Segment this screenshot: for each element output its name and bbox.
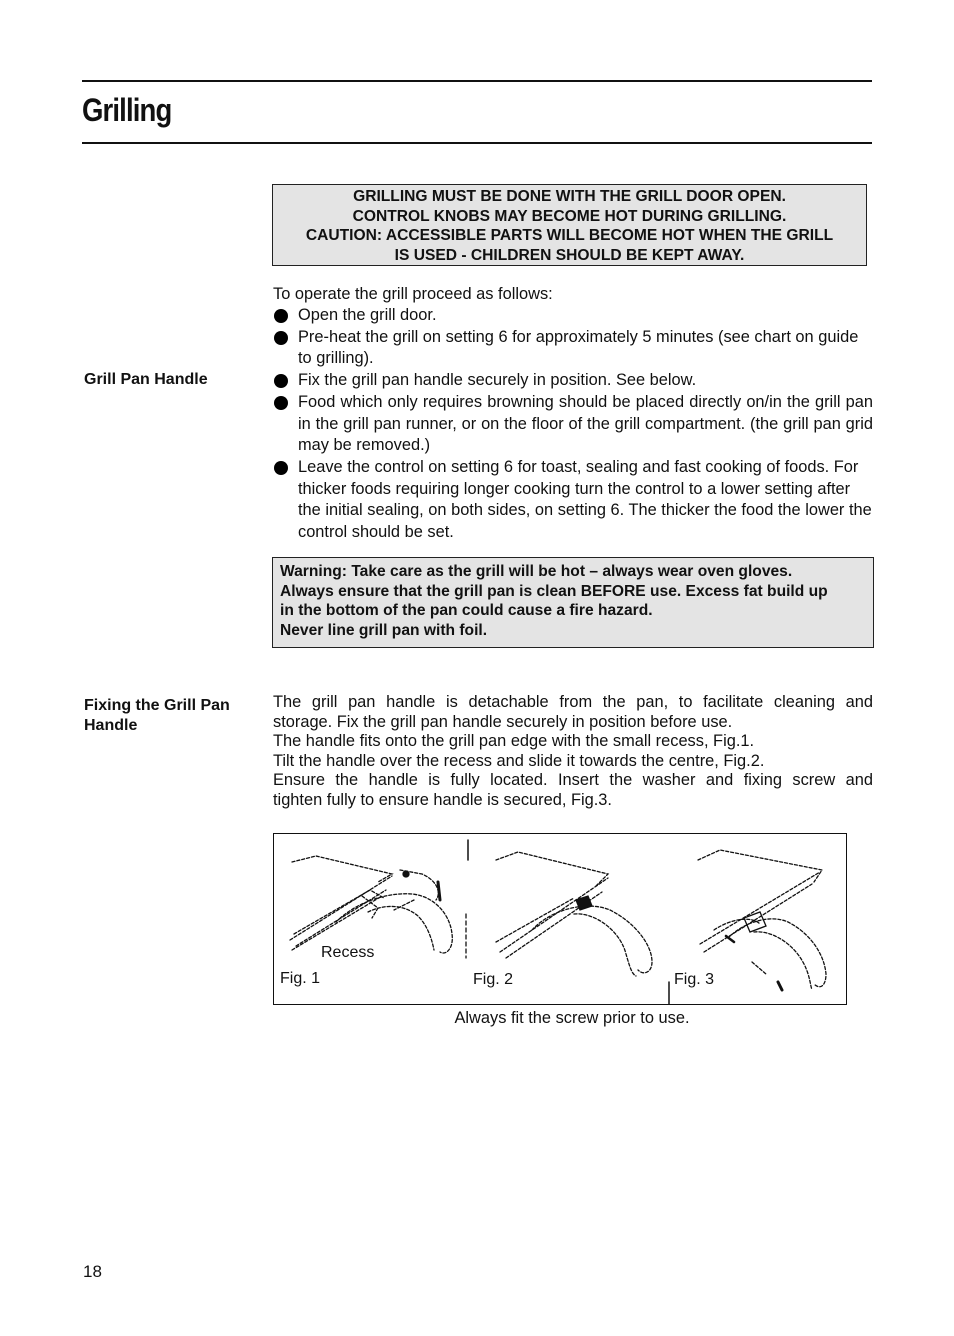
list-item: [273, 457, 873, 544]
figure-caption: Always fit the screw prior to use.: [454, 1009, 690, 1027]
bullet-icon: [274, 374, 288, 388]
fixing-heading-line: Fixing the Grill Pan: [84, 697, 230, 714]
page-title: Grilling: [82, 92, 172, 128]
bullet-icon: [274, 309, 288, 323]
warning-line: Warning: Take care as the grill will be hot – always wear oven gloves.: [280, 563, 793, 580]
title-underline: [82, 142, 872, 144]
step-text: Open the grill door.: [298, 306, 437, 324]
fixing-line: The grill pan handle is detachable from the pan, to facilitate cleaning and: [273, 693, 873, 711]
fixing-line: The handle fits onto the grill pan edge with the small recess, Fig.1.: [273, 732, 755, 751]
bullet-icon: [274, 396, 288, 410]
caution-line: GRILLING MUST BE DONE WITH THE GRILL DOOR OPEN.: [353, 188, 786, 205]
fixing-instructions: [273, 693, 873, 811]
step-text: Pre-heat the grill on setting 6 for approximately 5 minutes (see chart on guide to grilling).: [298, 327, 859, 368]
list-item: [273, 370, 873, 392]
top-rule: [82, 80, 872, 82]
fig2-drawing: [496, 852, 652, 976]
list-item: [273, 305, 873, 327]
fixing-line: tighten fully to ensure handle is secured, Fig.3.: [273, 790, 612, 809]
list-item: [273, 327, 873, 370]
caution-line: CAUTION: ACCESSIBLE PARTS WILL BECOME HOT WHEN THE GRILL: [305, 227, 834, 244]
handle-illustration: [274, 834, 846, 1004]
fig1-label: Fig. 1: [280, 970, 321, 987]
list-item: [273, 392, 873, 457]
fig3-drawing: [698, 850, 826, 990]
fixing-line: storage. Fix the grill pan handle securely in position before use.: [273, 712, 733, 731]
fig1-drawing: [290, 856, 452, 953]
caution-line: IS USED - CHILDREN SHOULD BE KEPT AWAY.: [394, 246, 745, 264]
fig2-label: Fig. 2: [473, 971, 514, 988]
fixing-heading-line: Handle: [84, 717, 138, 734]
caution-box: [272, 184, 867, 266]
caution-line: CONTROL KNOBS MAY BECOME HOT DURING GRILLING.: [352, 207, 787, 225]
fig3-label: Fig. 3: [674, 971, 715, 988]
warning-line: in the bottom of the pan could cause a fire hazard.: [280, 602, 653, 620]
bullet-icon: [274, 461, 288, 475]
step-text: Fix the grill pan handle securely in position. See below.: [298, 371, 697, 390]
handle-figure: [273, 833, 847, 1005]
warning-line: Always ensure that the grill pan is clean BEFORE use. Excess fat build up: [280, 582, 828, 600]
page-number: 18: [83, 1262, 102, 1281]
instructions-intro: To operate the grill proceed as follows:: [273, 285, 553, 303]
fixing-line: Ensure the handle is fully located. Insert the washer and fixing screw and: [273, 771, 873, 790]
grill-pan-handle-heading: Grill Pan Handle: [84, 371, 208, 388]
recess-label: Recess: [321, 944, 375, 961]
instruction-list: [273, 305, 873, 544]
step-text: Leave the control on setting 6 for toast, sealing and fast cooking of foods. For thicker foods requiring longer cooking turn the control to a lower setting after the initial sealing, on both sides, on setting 6. The thicker the food the lower the control should be set.: [298, 457, 872, 542]
step-text: Food which only requires browning should be placed directly on/in the grill pan in the grill pan runner, or on the floor of the grill compartment. (the grill pan grid may be removed.): [298, 392, 873, 455]
fixing-line: Tilt the handle over the recess and slide it towards the centre, Fig.2.: [273, 751, 765, 770]
bullet-icon: [274, 331, 288, 345]
warning-line: Never line grill pan with foil.: [280, 621, 488, 639]
fixing-handle-heading: [84, 696, 230, 736]
warning-box: [272, 557, 874, 648]
